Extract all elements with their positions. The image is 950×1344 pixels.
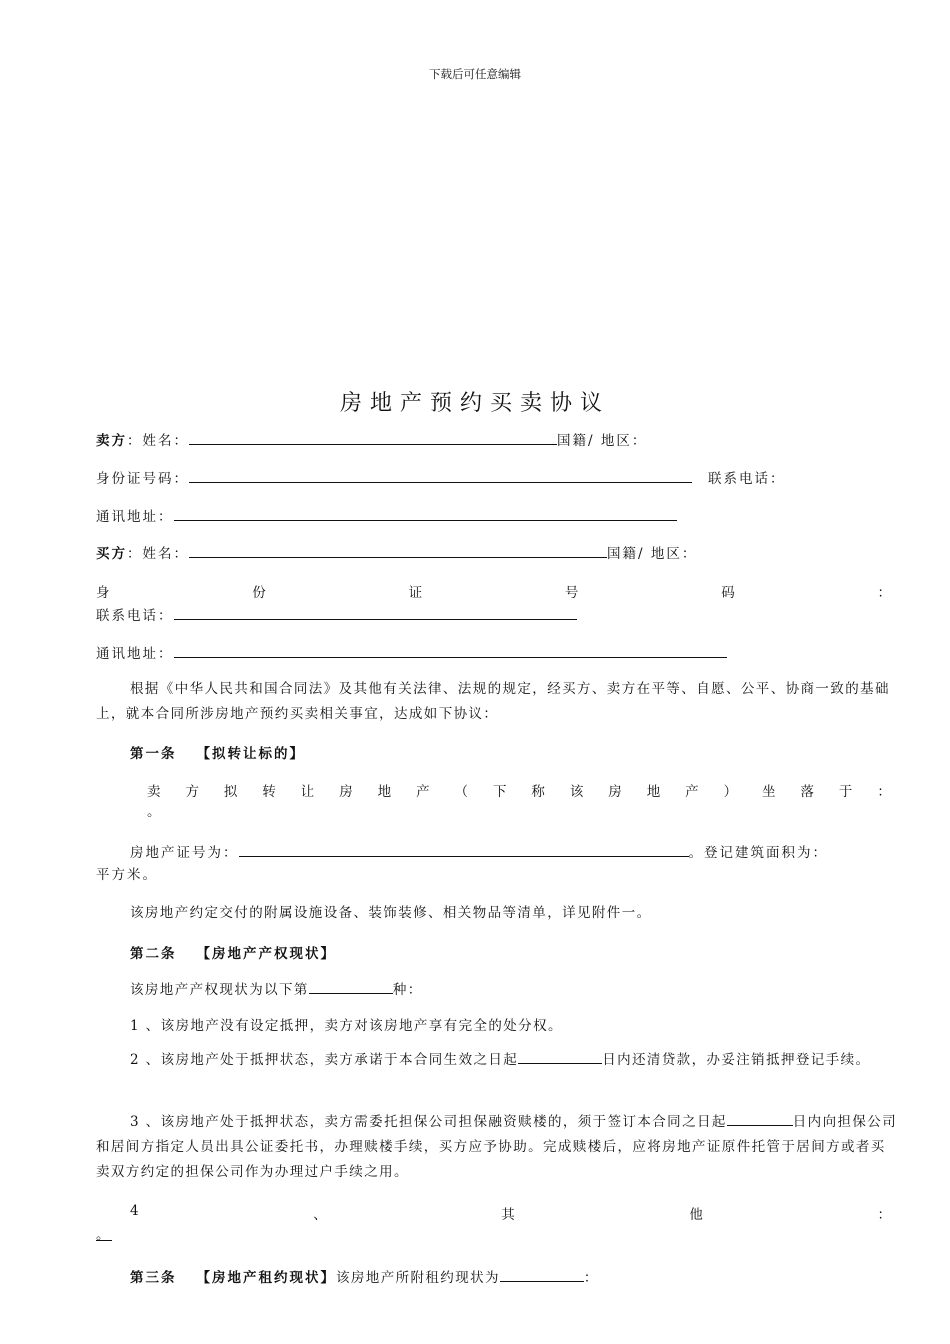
location-end: 。 (147, 804, 163, 820)
buyer-id-char: 码 (721, 585, 735, 601)
buyer-label: 买方 (96, 546, 127, 562)
ownership-item-2 (96, 1048, 899, 1073)
document-title: 房地产预约买卖协议 (339, 391, 610, 416)
buyer-id-char: 号 (564, 585, 579, 601)
page-header: 下载后可任意编辑 (429, 67, 521, 81)
item-3-prefix: 3 、该房地产处于抵押状态，卖方需委托担保公司担保融资赎楼的，须于签订本合同之日起 (130, 1114, 727, 1130)
buyer-id-char: ： (877, 585, 891, 601)
location-char: 落 (800, 784, 814, 800)
seller-name-label: ：姓名： (127, 433, 189, 449)
location-char: 产 (685, 784, 699, 800)
location-char: 地 (377, 784, 392, 800)
item-4-char: 4 (130, 1203, 139, 1219)
buyer-name-line (96, 543, 697, 564)
ownership-type-field[interactable] (309, 979, 393, 994)
article-3-text: 该房地产所附租约现状为 (336, 1270, 500, 1286)
location-char: 让 (300, 784, 315, 800)
item-4-char: 其 (501, 1207, 515, 1223)
certificate-field[interactable] (239, 842, 689, 857)
seller-address-label: 通讯地址： (96, 509, 174, 525)
article-1-heading (130, 742, 305, 762)
article-2-intro-suffix: 种： (392, 982, 423, 998)
location-char: ） (723, 784, 738, 800)
seller-address-line (96, 506, 677, 527)
buyer-address-field[interactable] (174, 643, 727, 658)
certificate-label: 房地产证号为： (130, 845, 239, 861)
location-char: ： (877, 784, 891, 800)
seller-id-label: 身份证号码： (96, 471, 189, 487)
item-4-char: 、 (313, 1207, 327, 1223)
area-unit: 平方米。 (96, 867, 158, 883)
loan-days-field[interactable] (518, 1049, 602, 1064)
buyer-phone-field[interactable] (174, 605, 577, 620)
item-2-suffix: 日内还清贷款，办妥注销抵押登记手续。 (602, 1052, 871, 1068)
article-3-end: ： (583, 1270, 600, 1286)
article-3-title: 【房地产租约现状】 (196, 1270, 336, 1286)
attachments-note: 该房地产约定交付的附属设施设备、装饰装修、相关物品等清单，详见附件一。 (130, 905, 652, 921)
location-char: 地 (646, 784, 661, 800)
certificate-line (130, 842, 828, 863)
ownership-item-4 (130, 1203, 891, 1223)
buyer-name-field[interactable] (189, 543, 607, 558)
buyer-id-char: 份 (252, 585, 266, 601)
location-char: 转 (262, 784, 276, 800)
article-1-number: 第一条 (130, 746, 177, 762)
buyer-phone-label: 联系电话： (96, 608, 174, 624)
buyer-id-char: 证 (408, 585, 423, 601)
location-char: 房 (608, 784, 622, 800)
redemption-days-field[interactable] (727, 1111, 793, 1126)
buyer-name-label: ：姓名： (127, 546, 189, 562)
seller-name-field[interactable] (189, 430, 557, 445)
seller-phone-label: 联系电话： (708, 471, 786, 487)
lease-status-field[interactable] (500, 1267, 584, 1282)
seller-nationality-label: 国籍/ 地区： (557, 433, 648, 449)
ownership-item-3 (96, 1110, 899, 1185)
item-4-end: 。 (96, 1227, 112, 1243)
article-3-number: 第三条 (130, 1270, 177, 1286)
buyer-nationality-label: 国籍/ 地区： (607, 546, 698, 562)
buyer-phone-line (96, 605, 577, 626)
item-4-char: 他 (689, 1207, 703, 1223)
seller-name-line (96, 430, 647, 451)
seller-id-field[interactable] (189, 468, 692, 483)
item-4-char: ： (877, 1207, 891, 1223)
article-1-location-line (147, 780, 891, 800)
article-2-number: 第二条 (130, 946, 177, 962)
location-char: 房 (339, 784, 353, 800)
article-1-title: 【拟转让标的】 (196, 746, 305, 762)
article-2-intro-prefix: 该房地产产权现状为以下第 (130, 982, 309, 998)
buyer-id-line (96, 581, 891, 601)
buyer-id-char: 身 (96, 585, 110, 601)
item-2-prefix: 2 、该房地产处于抵押状态，卖方承诺于本合同生效之日起 (130, 1052, 519, 1068)
article-3-line (130, 1266, 599, 1286)
intro-paragraph: 根据《中华人民共和国合同法》及其他有关法律、法规的规定，经买方、卖方在平等、自愿、公平、协商一致的基础上，就本合同所涉房地产预约买卖相关事宜，达成如下协议： (96, 681, 890, 722)
location-char: 拟 (223, 784, 238, 800)
location-char: 产 (416, 784, 430, 800)
article-2-intro (130, 979, 423, 1000)
location-char: 称 (531, 784, 545, 800)
buyer-address-label: 通讯地址： (96, 646, 174, 662)
location-char: 坐 (762, 784, 776, 800)
seller-address-field[interactable] (174, 506, 677, 521)
article-2-heading (130, 942, 336, 962)
ownership-item-1: 1 、该房地产没有设定抵押，卖方对该房地产享有完全的处分权。 (130, 1018, 563, 1034)
item-4-other-field[interactable] (96, 1226, 112, 1245)
buyer-address-line (96, 643, 727, 664)
location-char: 该 (569, 784, 584, 800)
article-2-title: 【房地产产权现状】 (196, 946, 336, 962)
location-char: （ (454, 784, 468, 800)
location-char: 于 (838, 784, 853, 800)
area-label: 。登记建筑面积为： (688, 845, 828, 861)
location-char: 卖 (147, 784, 161, 800)
location-char: 下 (492, 784, 507, 800)
seller-label: 卖方 (96, 433, 127, 449)
location-char: 方 (185, 784, 199, 800)
seller-id-line (96, 468, 786, 489)
item-3-suffix: 日内向担保公司和居间方指定人员出具公证委托书，办理赎楼手续，买方应予协助。完成赎楼后，应将房地产证原件托管于居间方或者买卖双方约定的担保公司作为办理过户手续之用。 (96, 1114, 898, 1180)
